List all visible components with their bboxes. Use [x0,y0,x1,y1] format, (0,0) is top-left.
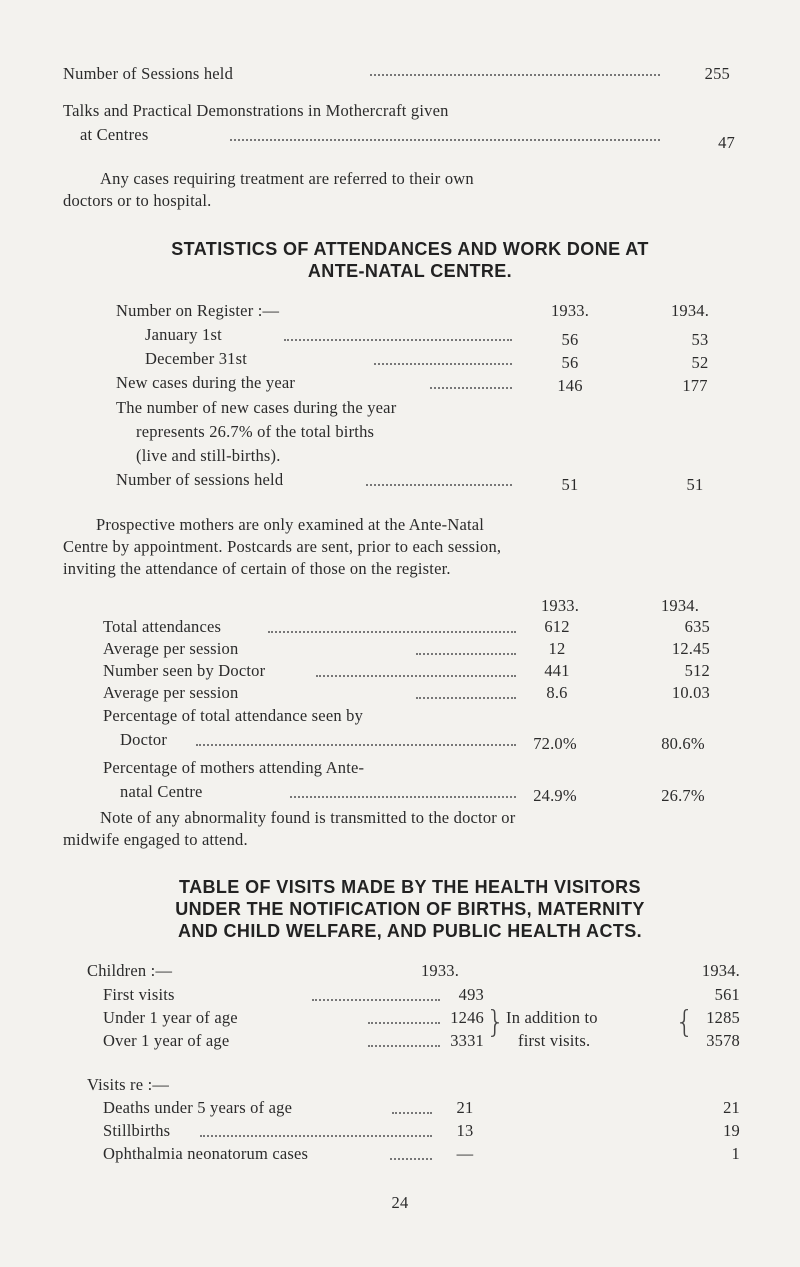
visits-heading-line1: TABLE OF VISITS MADE BY THE HEALTH VISITORS [179,877,641,897]
attendance-row-label: Total attendances [103,617,222,636]
attendance-row-1934: 10.03 [671,683,710,702]
deaths-1933: 21 [456,1098,474,1117]
pct-mothers-1933: 24.9% [533,786,577,805]
pct-mothers-1934: 26.7% [661,786,705,805]
new-cases-note-line3: (live and still-births). [136,446,281,465]
leader-dots [416,651,516,655]
first-visits-1933: 493 [458,985,484,1004]
under-1-1934: 1285 [706,1008,740,1027]
stillbirths-1933: 13 [456,1121,474,1140]
attendance-row-label: Number seen by Doctor [103,661,266,680]
over-1-label: Over 1 year of age [103,1031,230,1050]
leader-dots [374,361,512,365]
leader-dots [392,1110,432,1114]
referral-line2: doctors or to hospital. [63,191,212,210]
sessions-held-value: 255 [704,64,730,83]
stillbirths-1934: 19 [723,1121,740,1140]
visits-heading-line2: UNDER THE NOTIFICATION OF BIRTHS, MATERNITY [175,899,645,919]
referral-line1: Any cases requiring treatment are referred to their own [100,169,474,188]
leader-dots [390,1156,432,1160]
over-1-1933: 3331 [450,1031,484,1050]
leader-dots [370,72,660,76]
new-cases-1933: 146 [557,376,583,395]
december-1933: 56 [561,353,579,372]
first-visits-label: First visits [103,985,175,1004]
ophthalmia-label: Ophthalmia neonatorum cases [103,1144,309,1163]
attendance-row-label: Average per session [103,683,239,702]
leader-dots [230,137,660,141]
pct-doctor-label-line2: Doctor [120,730,168,749]
attendance-row-1933: 441 [544,661,570,680]
prospective-line3: inviting the attendance of certain of those on the register. [63,559,451,578]
pct-mothers-label-line1: Percentage of mothers attending Ante- [103,758,365,777]
prospective-line2: Centre by appointment. Postcards are sent, prior to each session, [63,537,502,556]
deaths-label: Deaths under 5 years of age [103,1098,293,1117]
ophthalmia-1934: 1 [731,1144,740,1163]
in-addition-line2: first visits. [518,1031,591,1050]
december-label: December 31st [145,349,248,368]
visits-re-label: Visits re :— [87,1075,170,1094]
under-1-label: Under 1 year of age [103,1008,238,1027]
year-1934-header: 1934. [670,301,710,320]
sessions-1933: 51 [561,475,579,494]
antenatal-heading-line1: STATISTICS OF ATTENDANCES AND WORK DONE AT [171,239,649,259]
left-brace-icon: { [675,1005,695,1040]
sessions-1934: 51 [686,475,704,494]
leader-dots [200,1133,432,1137]
page-number: 24 [391,1193,409,1212]
in-addition-line1: In addition to [506,1008,598,1027]
pct-doctor-1933: 72.0% [533,734,577,753]
sessions-held-label: Number of Sessions held [63,64,234,83]
attendance-row-1933: 612 [544,617,570,636]
leader-dots [316,673,516,677]
visits-year-1933: 1933. [420,961,460,980]
deaths-1934: 21 [723,1098,740,1117]
attendance-row-label: Average per session [103,639,239,658]
pct-mothers-label-line2: natal Centre [120,782,203,801]
right-brace-icon: } [486,1005,506,1040]
attendance-row-1934: 635 [684,617,710,636]
talks-label-line1: Talks and Practical Demonstrations in Mothercraft given [63,101,449,120]
ophthalmia-1933: — [456,1144,474,1163]
new-cases-note-line2: represents 26.7% of the total births [136,422,375,441]
attendance-row-1933: 8.6 [546,683,568,702]
leader-dots [430,385,512,389]
january-label: January 1st [145,325,222,344]
pct-doctor-1934: 80.6% [661,734,705,753]
new-cases-note-line1: The number of new cases during the year [116,398,397,417]
antenatal-heading-line2: ANTE-NATAL CENTRE. [307,261,513,281]
leader-dots [416,695,516,699]
leader-dots [268,629,516,633]
january-1934: 53 [691,330,709,349]
leader-dots [196,742,516,746]
children-label: Children :— [87,961,173,980]
abnormality-note-line1: Note of any abnormality found is transmitted to the doctor or [100,808,516,827]
talks-value: 47 [718,133,735,152]
new-cases-label: New cases during the year [116,373,296,392]
attendance-row-1933: 12 [548,639,566,658]
leader-dots [290,794,516,798]
new-cases-1934: 177 [682,376,708,395]
stillbirths-label: Stillbirths [103,1121,171,1140]
over-1-1934: 3578 [706,1031,740,1050]
december-1934: 52 [691,353,709,372]
attendance-row-1934: 512 [684,661,710,680]
attendance-year-1933: 1933. [540,596,580,615]
pct-doctor-label-line1: Percentage of total attendance seen by [103,706,364,725]
first-visits-1934: 561 [714,985,740,1004]
year-1933-header: 1933. [550,301,590,320]
attendance-row-1934: 12.45 [671,639,710,658]
talks-label-line2: at Centres [80,125,149,144]
january-1933: 56 [561,330,579,349]
leader-dots [366,482,512,486]
abnormality-note-line2: midwife engaged to attend. [63,830,248,849]
leader-dots [284,337,512,341]
prospective-line1: Prospective mothers are only examined at the Ante-Natal [96,515,485,534]
under-1-1933: 1246 [450,1008,484,1027]
attendance-year-1934: 1934. [660,596,700,615]
sessions-label: Number of sessions held [116,470,284,489]
register-label: Number on Register :— [116,301,280,320]
visits-heading-line3: AND CHILD WELFARE, AND PUBLIC HEALTH ACTS. [177,921,643,941]
visits-year-1934: 1934. [701,961,740,980]
